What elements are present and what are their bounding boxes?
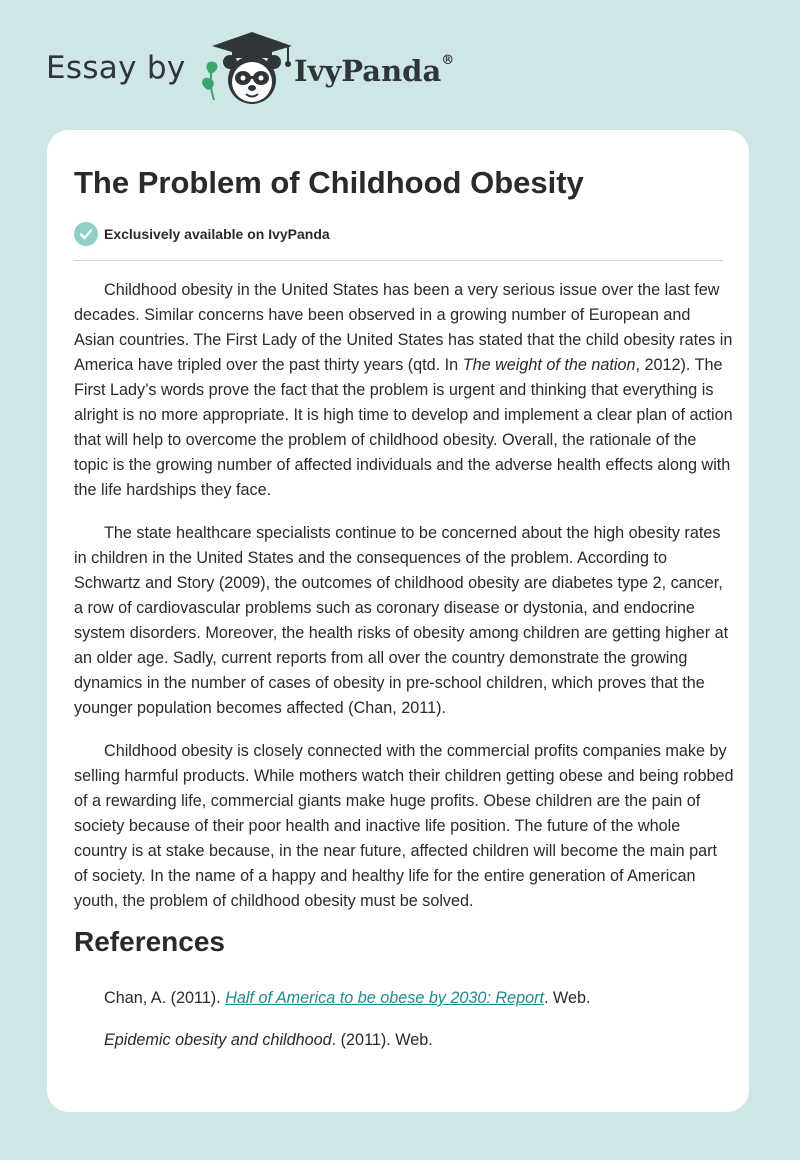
reference-item: Chan, A. (2011). Half of America to be obese by 2030: Report. Web. (104, 989, 591, 1007)
registered-mark: ® (441, 53, 455, 69)
divider (74, 260, 723, 261)
essay-body (74, 278, 734, 932)
references-list (104, 986, 734, 1070)
check-circle-icon (74, 222, 98, 246)
exclusive-badge-label: Exclusively available on IvyPanda (104, 226, 330, 242)
paragraph: Childhood obesity in the United States has been a very serious issue over the last few decades. Similar concerns have been observed in a growing number of European and Asian countries. The First Lady of the United States has stated that the child obesity rates in America have tripled over the past thirty years (qtd. In The weight of the nation, 2012). The First Lady’s words prove the fact that the problem is urgent and thinking that everything is alright is no more appropriate. It is high time to develop and implement a clear plan of action that will help to overcome the problem of childhood obesity. Overall, the rationale of the topic is the growing number of affected individuals and the adverse health effects along with the life hardships they face. (74, 281, 733, 499)
exclusive-badge (74, 222, 330, 246)
paragraph: The state healthcare specialists continue to be concerned about the high obesity rates in children in the United States and the consequences of the problem. According to Schwartz and Story (2009), the outcomes of childhood obesity are diabetes type 2, cancer, a row of cardiovascular problems such as coronary disease or dystonia, and endocrine system disorders. Moreover, the health risks of obesity among children are getting higher at an older age. Sadly, current reports from all over the country demonstrate the growing dynamics in the number of cases of obesity in pre-school children, which proves that the younger population becomes affected (Chan, 2011). (74, 524, 729, 717)
essay-card (47, 130, 749, 1112)
paragraph: Childhood obesity is closely connected with the commercial profits companies make by selling harmful products. While mothers watch their children getting obese and being robbed of a rewarding life, commercial giants make huge profits. Obese children are the pain of society because of their poor health and inactive life position. The future of the whole country is at stake because, in the near future, affected children will become the main part of society. In the name of a happy and healthy life for the entire generation of American youth, the problem of childhood obesity must be solved. (74, 742, 734, 910)
cited-title: The weight of the nation (462, 356, 636, 374)
reference-title: Epidemic obesity and childhood (104, 1031, 332, 1049)
brand-header (46, 28, 506, 108)
reference-item: Epidemic obesity and childhood. (2011). Web. (104, 1031, 433, 1049)
panda-logo-icon (196, 28, 308, 108)
page-title: The Problem of Childhood Obesity (74, 165, 584, 200)
brand-name: IvyPanda® (294, 53, 455, 88)
references-heading: References (74, 926, 225, 957)
reference-link[interactable]: Half of America to be obese by 2030: Report (225, 989, 545, 1007)
brand-prefix: Essay by (46, 50, 186, 86)
